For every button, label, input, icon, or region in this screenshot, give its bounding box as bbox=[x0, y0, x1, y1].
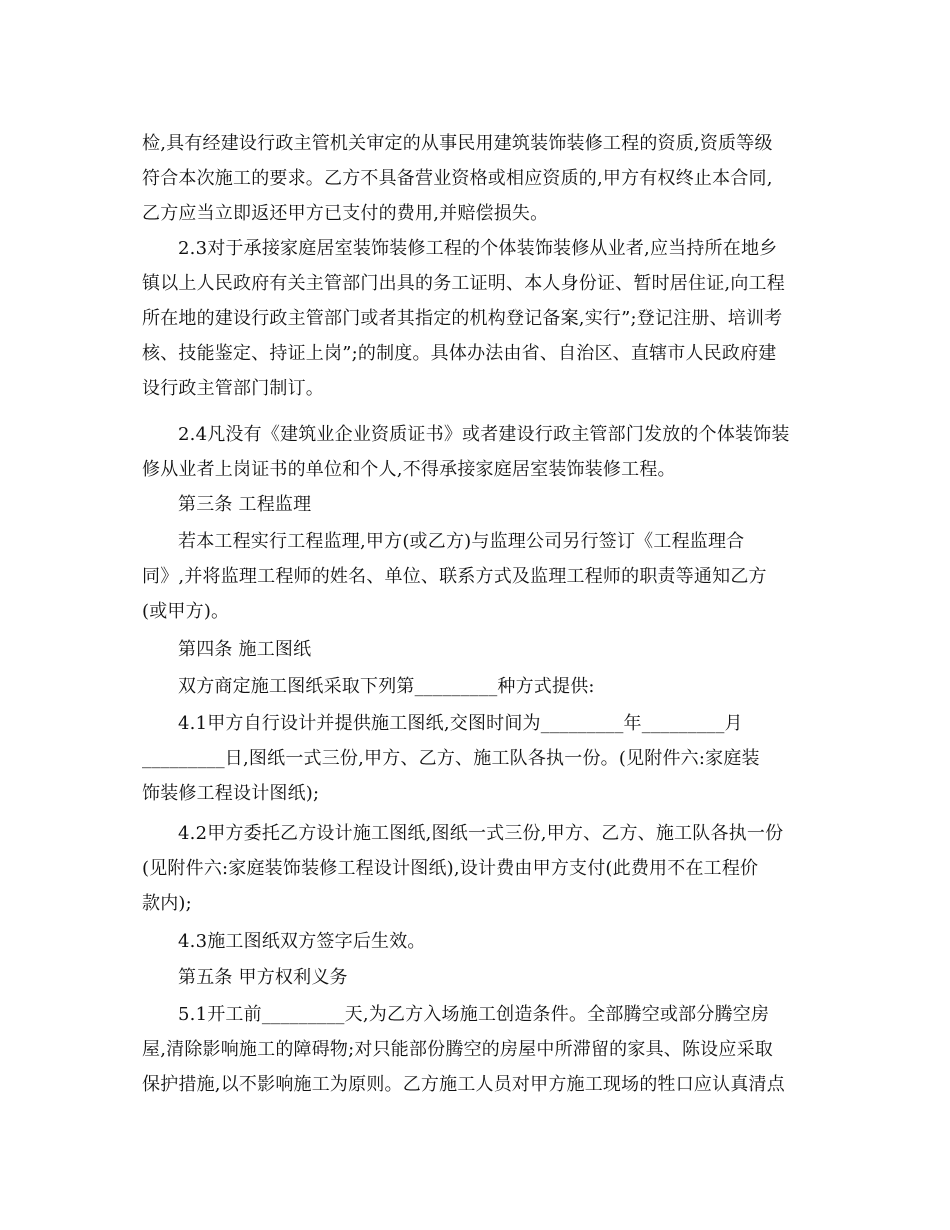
text-line: 双方商定施工图纸采取下列第_________种方式提供: bbox=[178, 676, 595, 697]
text-line: 5.1开工前_________天,为乙方入场施工创造条件。全部腾空或部分腾空房 bbox=[178, 1004, 770, 1025]
section-heading: 第四条 施工图纸 bbox=[178, 639, 312, 660]
text-line: 修从业者上岗证书的单位和个人,不得承接家庭居室装饰装修工程。 bbox=[142, 459, 676, 480]
text-line: 4.3施工图纸双方签字后生效。 bbox=[178, 931, 426, 952]
text-line: (见附件六:家庭装饰装修工程设计图纸),设计费由甲方支付(此费用不在工程价 bbox=[142, 858, 759, 879]
text-line: 若本工程实行工程监理,甲方(或乙方)与监理公司另行签订《工程监理合 bbox=[178, 531, 745, 552]
text-line: 保护措施,以不影响施工为原则。乙方施工人员对甲方施工现场的牲口应认真清点 bbox=[142, 1074, 785, 1095]
text-line: 屋,清除影响施工的障碍物;对只能部份腾空的房屋中所滞留的家具、陈设应采取 bbox=[142, 1039, 773, 1060]
section-heading: 第五条 甲方权利义务 bbox=[178, 967, 348, 988]
text-line: 2.3对于承接家庭居室装饰装修工程的个体装饰装修从业者,应当持所在地乡 bbox=[178, 238, 778, 259]
text-line: 同》,并将监理工程师的姓名、单位、联系方式及监理工程师的职责等通知乙方 bbox=[142, 566, 767, 587]
text-line: 乙方应当立即返还甲方已支付的费用,并赔偿损失。 bbox=[142, 203, 549, 224]
text-line: 2.4凡没有《建筑业企业资质证书》或者建设行政主管部门发放的个体装饰装 bbox=[178, 424, 790, 445]
text-line: _________日,图纸一式三份,甲方、乙方、施工队各执一份。(见附件六:家庭装 bbox=[142, 748, 760, 769]
text-line: 所在地的建设行政主管部门或者其指定的机构登记备案,实行”;登记注册、培训考 bbox=[142, 308, 783, 329]
text-line: 检,具有经建设行政主管机关审定的从事民用建筑装饰装修工程的资质,资质等级 bbox=[142, 133, 773, 154]
text-line: 设行政主管部门制订。 bbox=[142, 378, 324, 399]
text-line: (或甲方)。 bbox=[142, 601, 230, 622]
text-line: 款内); bbox=[142, 893, 192, 914]
text-line: 4.2甲方委托乙方设计施工图纸,图纸一式三份,甲方、乙方、施工队各执一份 bbox=[178, 823, 784, 844]
text-line: 符合本次施工的要求。乙方不具备营业资格或相应资质的,甲方有权终止本合同, bbox=[142, 168, 773, 189]
text-line: 镇以上人民政府有关主管部门出具的务工证明、本人身份证、暂时居住证,向工程 bbox=[142, 273, 785, 294]
text-line: 核、技能鉴定、持证上岗”;的制度。具体办法由省、自治区、直辖市人民政府建 bbox=[142, 343, 777, 364]
text-line: 4.1甲方自行设计并提供施工图纸,交图时间为_________年_________月 bbox=[178, 713, 743, 734]
section-heading: 第三条 工程监理 bbox=[178, 494, 312, 515]
text-line: 饰装修工程设计图纸); bbox=[142, 783, 320, 804]
